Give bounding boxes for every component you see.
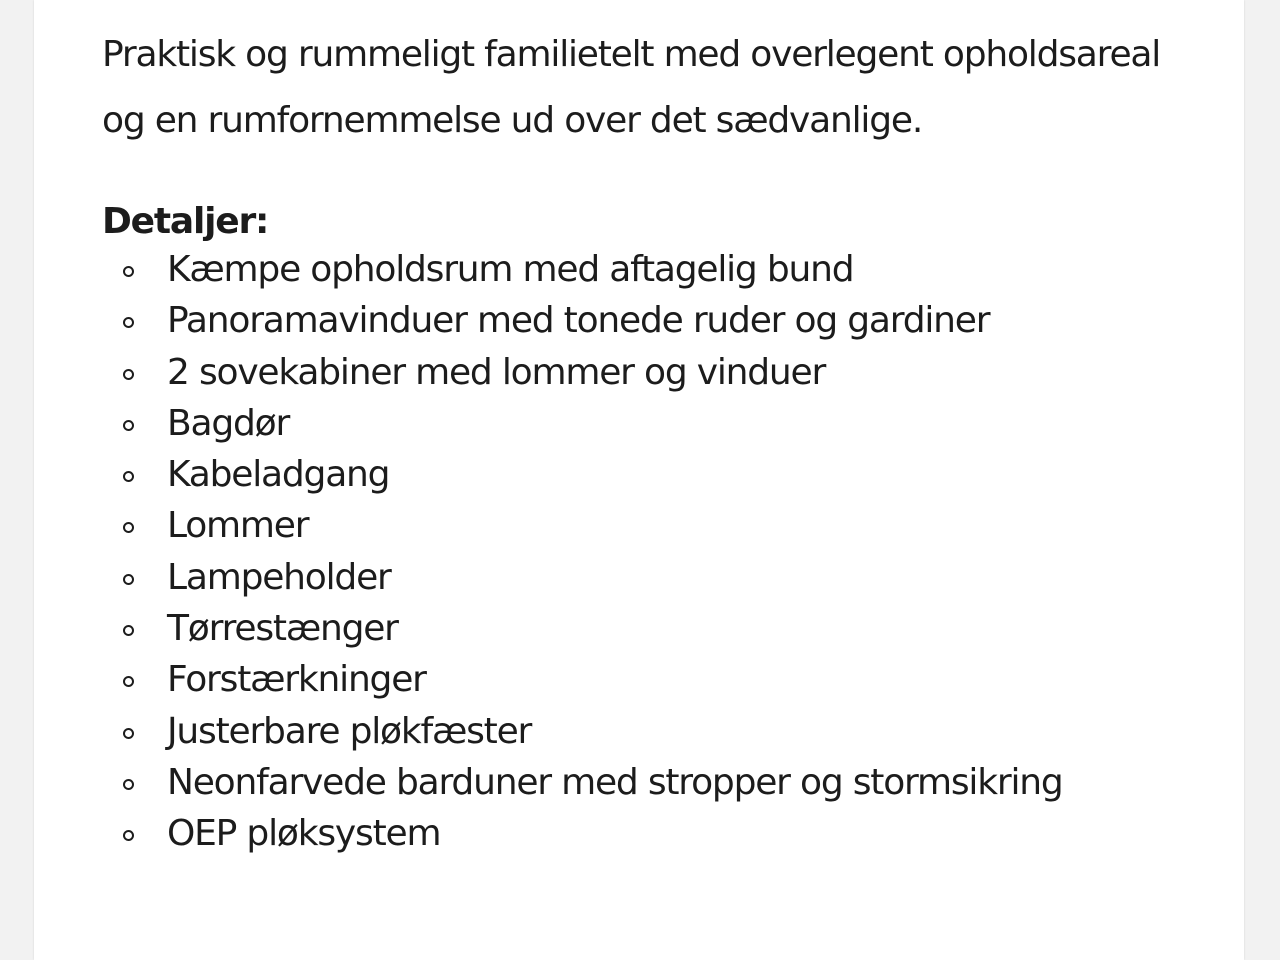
bullet-circle-icon: [123, 317, 134, 328]
list-item: [102, 449, 1212, 500]
list-item-text: Lampeholder: [167, 556, 391, 598]
list-item: [102, 654, 1212, 705]
list-item-text: Panoramavinduer med tonede ruder og gardiner: [167, 300, 990, 342]
list-item: [102, 808, 1212, 859]
bullet-circle-icon: [123, 625, 134, 636]
list-item-text: OEP pløksystem: [167, 813, 441, 855]
list-item: [102, 347, 1212, 398]
bullet-circle-icon: [123, 676, 134, 687]
list-item: [102, 500, 1212, 551]
bullet-circle-icon: [123, 369, 134, 380]
bullet-circle-icon: [123, 728, 134, 739]
list-item-text: Kabeladgang: [167, 454, 390, 496]
details-list: [102, 244, 1212, 860]
list-item: [102, 295, 1212, 346]
product-description: [102, 22, 1212, 860]
list-item: [102, 757, 1212, 808]
list-item: [102, 706, 1212, 757]
bullet-circle-icon: [123, 779, 134, 790]
list-item-text: Justerbare pløkfæster: [167, 710, 532, 752]
list-item: [102, 398, 1212, 449]
list-item: [102, 244, 1212, 295]
content-panel: [34, 0, 1244, 960]
list-item: [102, 552, 1212, 603]
list-item-text: Bagdør: [167, 402, 290, 444]
bullet-circle-icon: [123, 522, 134, 533]
list-item: [102, 603, 1212, 654]
list-item-text: Tørrestænger: [167, 608, 398, 650]
bullet-circle-icon: [123, 266, 134, 277]
list-item-text: Forstærkninger: [167, 659, 426, 701]
list-item-text: Kæmpe opholdsrum med aftagelig bund: [167, 249, 854, 290]
bullet-circle-icon: [123, 574, 134, 585]
details-heading: Detaljer:: [102, 201, 269, 242]
bullet-circle-icon: [123, 471, 134, 482]
bullet-circle-icon: [123, 830, 134, 841]
intro-paragraph: Praktisk og rummeligt familietelt med overlegent opholdsareal og en rumfornemmelse ud over det sædvanlige.: [102, 34, 1161, 141]
list-item-text: Lommer: [167, 505, 309, 547]
list-item-text: 2 sovekabiner med lommer og vinduer: [167, 351, 826, 393]
list-item-text: Neonfarvede barduner med stropper og stormsikring: [167, 761, 1063, 803]
bullet-circle-icon: [123, 420, 134, 431]
